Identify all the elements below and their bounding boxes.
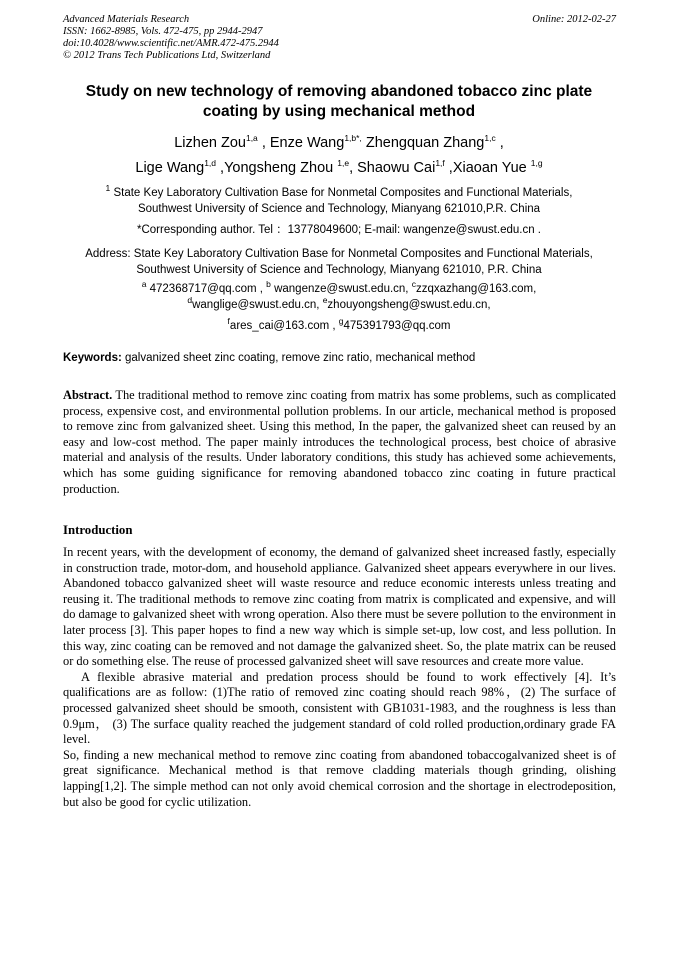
intro-paragraph-1: In recent years, with the development of economy, the demand of galvanized sheet increased fastly, especially in construction trade, motor-dom, and household appliance. Galvanized sheet appears everywhere in our lives. Abandoned tobacco galvanized sheet will waste resource and reduce economic interests unless treating and reusing it. The traditional methods to remove zinc coating from matrix is complicated and expensive, and will do damage to galvanized sheet with wrong operation. Also there must be severe pollution to the environment in later process [3]. This paper hopes to find a new way which is simple set-up, low cost, and less pollution. In this way, zinc coating can be removed and not damage the galvanized sheet. So, the plate matrix can be reused or do something else. The reuse of processed galvanized sheet will save resources and create more value. [63,545,616,669]
email: ares_cai@163.com , [229,320,339,332]
email-mark: f [227,316,230,327]
affiliation-number: 1 [105,183,111,194]
author-name: Zhengquan Zhang [361,135,485,151]
keywords-label: Keywords: [63,352,122,364]
affiliation-text: State Key Laboratory Cultivation Base for Nonmetal Composites and Functional Materials, [110,187,573,199]
doi-line: doi:10.4028/www.scientific.net/AMR.472-475.2944 [63,38,279,49]
journal-name: Advanced Materials Research [63,14,190,25]
email: 472368717@qq.com , [146,283,267,295]
title-line-2: coating by using mechanical method [202,103,476,120]
intro-paragraph-3: So, finding a new mechanical method to remove zinc coating from abandoned tobaccogalvanized sheet is of great significance. Mechanical method is that remove cladding materials though grinding, olishing lapping[1,2]. The simple method can not only avoid chemical corrosion and the shortage in electrodeposition, but also be good for cyclic utilization. [63,747,616,809]
author-name: , Enze Wang [257,135,345,151]
affiliation [48,185,630,217]
email: 475391793@qq.com [343,320,451,332]
author-name: Lizhen Zou [174,135,246,151]
email-mark: d [187,295,193,306]
title-line-1: Study on new technology of removing abandoned tobacco zinc plate [85,83,593,100]
email-mark: a [141,279,147,290]
paper-title [48,82,630,122]
address-line-2: Southwest University of Science and Technology, Mianyang 621010, P.R. China [136,264,542,276]
author-name: , Shaowu Cai [349,160,436,176]
affiliation-line-1 [48,185,630,201]
email-mark: b [266,279,271,290]
author-affil-mark: 1,f [435,158,445,169]
author-affil-mark: 1,e [337,158,350,169]
email: wangenze@swust.edu.cn, [270,283,412,295]
abstract [63,388,616,497]
abstract-text: The traditional method to remove zinc coating from matrix has some problems, such as complicated process, expensive cost, and environmental pollution problems. In our article, mechanical method is proposed to remove zinc from galvanized sheet. Using this method, In the paper, the galvanized sheet can reused by an easy and low-cost method. The paper mainly introduces the technological process, best choice of abrasive material and analysis of the results. Under laboratory conditions, this study has achieved some achievements, which has some guiding significance for removing abandoned tobacco zinc coating in future practical production. [63,388,616,496]
author-name: Lige Wang [135,160,205,176]
introduction-body [63,545,616,810]
email-line-1 [48,281,630,297]
author-list [48,131,630,181]
author-name: ,Xiaoan Yue [444,160,531,176]
email-line-3 [48,318,630,334]
section-heading-introduction: Introduction [63,523,133,537]
email: zzqxazhang@163.com, [415,283,537,295]
online-date: Online: 2012-02-27 [532,14,616,25]
copyright-line: © 2012 Trans Tech Publications Ltd, Switzerland [63,50,271,61]
keywords-text: galvanized sheet zinc coating, remove zinc ratio, mechanical method [121,352,476,364]
author-line-1 [48,131,630,156]
email-list [48,281,630,334]
author-affil-mark: 1,a [245,133,258,144]
email: zhouyongsheng@swust.edu.cn, [327,299,491,311]
intro-paragraph-2: A flexible abrasive material and predation process should be found to work effectively [4]. It’s qualifications are as follow: (1)The ratio of removed zinc coating should reach 98%，(2) The surface of processed galvanized sheet should be smooth, consistent with GB1031-1983, and the roughness is less than 0.9μm， (3) The surface quality reached the judgement standard of cold rolled production,ordinary grade FA level. [63,669,616,747]
author-name: ,Yongsheng Zhou [216,160,338,176]
email-mark: c [411,279,416,290]
author-line-2 [48,156,630,181]
email: wanglige@swust.edu.cn, [192,299,323,311]
email-mark: e [322,295,328,306]
email-mark: g [338,316,344,327]
address-line-1: Address: State Key Laboratory Cultivation Base for Nonmetal Composites and Functional Materials, [85,248,593,260]
keywords [63,352,616,364]
author-affil-mark: 1,b*, [344,133,362,144]
author-separator: , [495,135,504,151]
abstract-label: Abstract. [63,388,113,402]
issn-line: ISSN: 1662-8985, Vols. 472-475, pp 2944-2947 [63,26,263,37]
author-affil-mark: 1,g [530,158,543,169]
journal-header [63,14,616,62]
email-line-2 [48,297,630,313]
corresponding-author: *Corresponding author. Tel ：13778049600; E-mail: wangenze@swust.edu.cn . [137,224,541,236]
affiliation-line-2: Southwest University of Science and Technology, Mianyang 621010,P.R. China [137,203,541,215]
author-affil-mark: 1,d [204,158,217,169]
author-affil-mark: 1,c [484,133,496,144]
address [48,246,630,278]
